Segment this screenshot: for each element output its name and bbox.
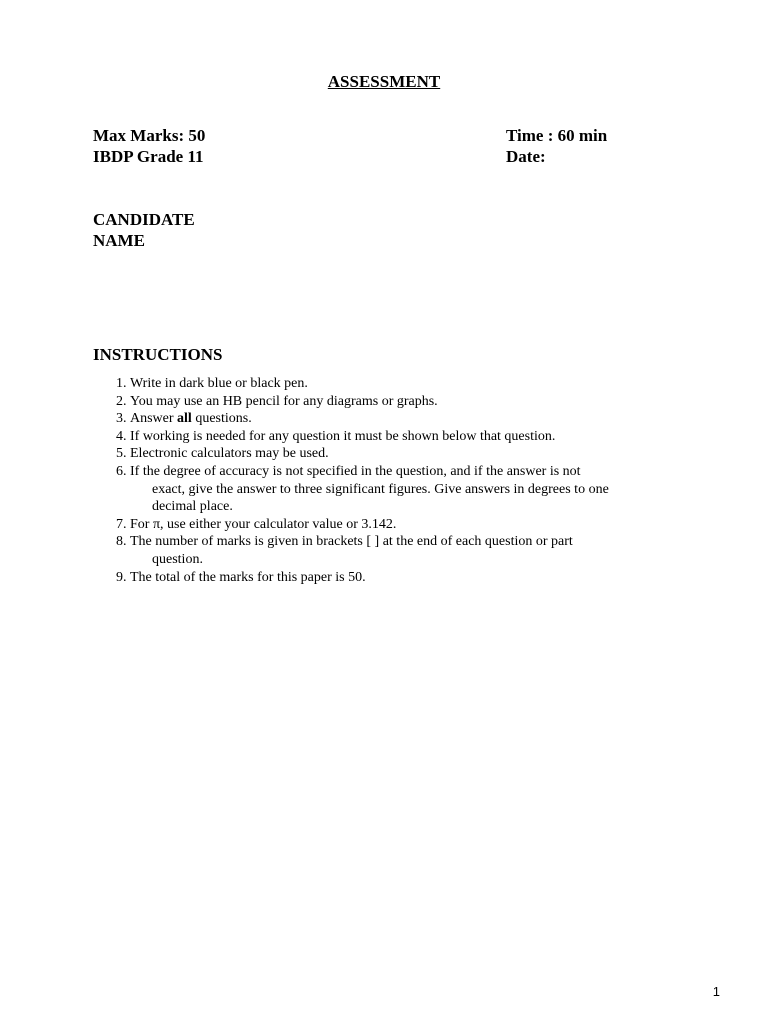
instruction-item: 4. If working is needed for any question it must be shown below that question. — [116, 428, 556, 444]
candidate-name-label — [93, 209, 195, 251]
date-label: Date: — [506, 147, 546, 166]
instruction-item: 2. You may use an HB pencil for any diagrams or graphs. — [116, 393, 438, 409]
instruction-item: 3. Answer all questions. — [116, 411, 252, 427]
candidate-line-1: CANDIDATE — [93, 210, 195, 229]
instruction-item: 9. The total of the marks for this paper is 50. — [116, 569, 366, 585]
instruction-item: 5. Electronic calculators may be used. — [116, 446, 329, 462]
emphasis-all: all — [177, 411, 192, 427]
grade-label: IBDP Grade 11 — [93, 147, 204, 166]
instruction-item: 1. Write in dark blue or black pen. — [116, 376, 308, 391]
page-number: 1 — [712, 984, 720, 999]
instructions-heading: INSTRUCTIONS — [93, 345, 223, 364]
document-title: ASSESSMENT — [327, 72, 441, 91]
instruction-item: 7. For π, use either your calculator value or 3.142. — [116, 516, 397, 532]
meta-right — [506, 125, 607, 167]
time-label: Time : 60 min — [506, 126, 608, 145]
instruction-item: 6. If the degree of accuracy is not specified in the question, and if the answer is not exact, give the answer to three significant figures. Give answers in degrees to one decimal place. — [116, 463, 609, 515]
max-marks: Max Marks: 50 — [93, 126, 206, 145]
instruction-item: 8. The number of marks is given in brackets [ ] at the end of each question or part question. — [116, 534, 573, 567]
meta-left — [93, 125, 205, 167]
instructions-list — [116, 375, 676, 586]
candidate-line-2: NAME — [93, 231, 145, 250]
